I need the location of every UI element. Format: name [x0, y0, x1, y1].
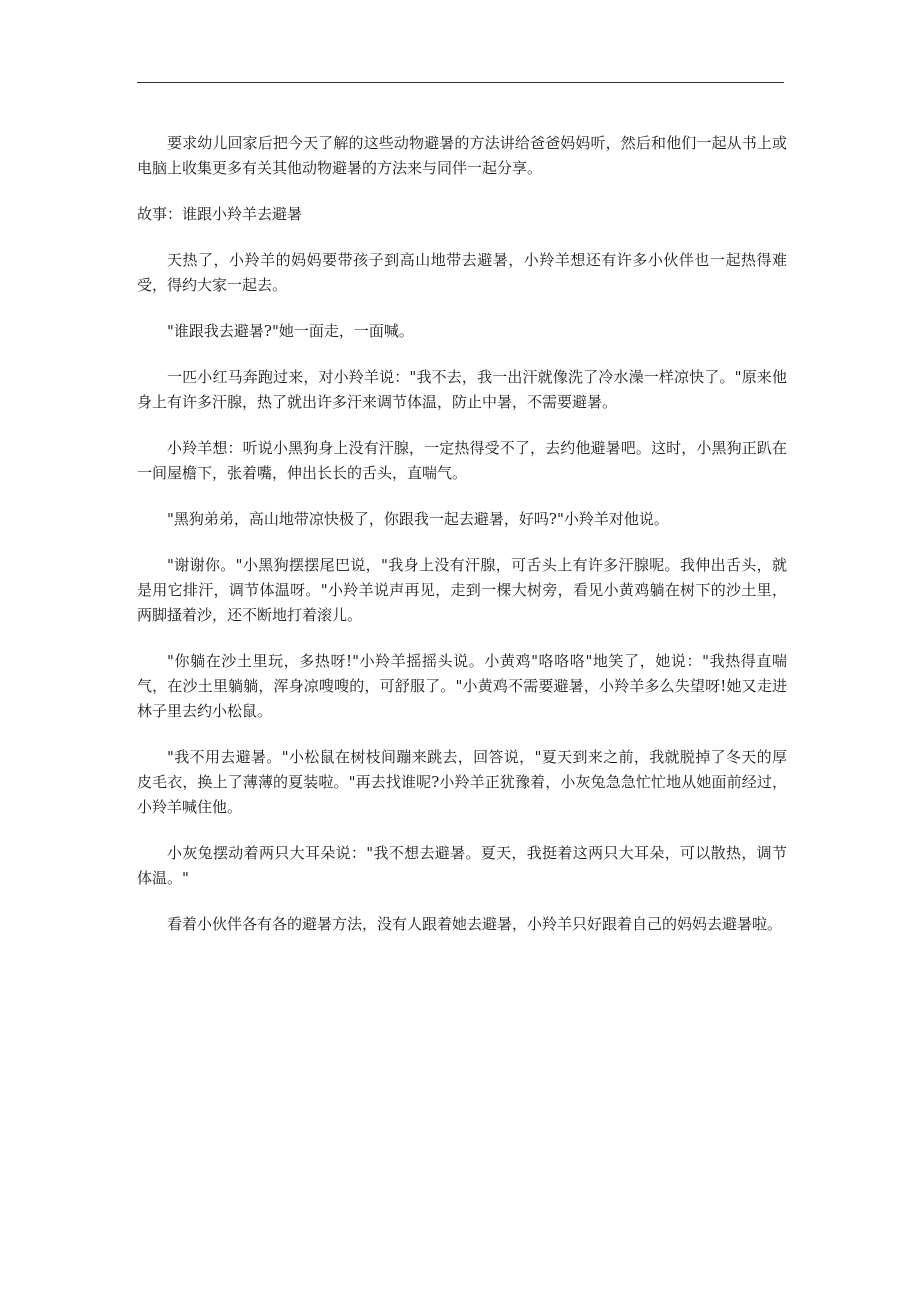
story-paragraph: "我不用去避暑。"小松鼠在树枝间蹦来跳去，回答说，"夏天到来之前，我就脱掉了冬天的厚皮毛衣，换上了薄薄的夏装啦。"再去找谁呢?小羚羊正犹豫着，小灰兔急急忙忙地从她面前经过，小羚羊喊住他。 [137, 748, 787, 816]
story-paragraph: 看着小伙伴各有各的避暑方法，没有人跟着她去避暑，小羚羊只好跟着自己的妈妈去避暑啦。 [167, 915, 783, 933]
story-paragraph: 小灰兔摆动着两只大耳朵说："我不想去避暑。夏天，我挺着这两只大耳朵，可以散热，调节体温。" [137, 844, 787, 887]
story-paragraph: "你躺在沙土里玩，多热呀!"小羚羊摇摇头说。小黄鸡"咯咯咯"地笑了，她说："我热得直喘气，在沙土里躺躺，浑身凉嗖嗖的，可舒服了。"小黄鸡不需要避暑，小羚羊多么失望呀!她又走进林子里去约小松鼠。 [137, 652, 787, 720]
story-paragraph: 天热了，小羚羊的妈妈要带孩子到高山地带去避暑，小羚羊想还有许多小伙伴也一起热得难受，得约大家一起去。 [137, 251, 787, 294]
intro-paragraph: 要求幼儿回家后把今天了解的这些动物避暑的方法讲给爸爸妈妈听，然后和他们一起从书上或电脑上收集更多有关其他动物避暑的方法来与同伴一起分享。 [137, 134, 787, 177]
document-body [137, 131, 787, 958]
story-paragraph: "黑狗弟弟，高山地带凉快极了，你跟我一起去避暑，好吗?"小羚羊对他说。 [167, 510, 669, 528]
story-paragraph: 一匹小红马奔跑过来，对小羚羊说："我不去，我一出汗就像洗了冷水澡一样凉快了。"原来他身上有许多汗腺，热了就出许多汗来调节体温，防止中暑，不需要避暑。 [137, 368, 787, 411]
header-rule [137, 82, 784, 83]
story-paragraph: "谁跟我去避暑?"她一面走，一面喊。 [167, 322, 414, 340]
story-title: 故事：谁跟小羚羊去避暑 [137, 205, 303, 223]
story-paragraph: 小羚羊想：听说小黑狗身上没有汗腺，一定热得受不了，去约他避暑吧。这时，小黑狗正趴在一间屋檐下，张着嘴，伸出长长的舌头，直喘气。 [137, 439, 787, 482]
story-paragraph: "谢谢你。"小黑狗摆摆尾巴说，"我身上没有汗腺，可舌头上有许多汗腺呢。我伸出舌头，就是用它排汗，调节体温呀。"小羚羊说声再见，走到一棵大树旁，看见小黄鸡躺在树下的沙土里，两脚搔着沙，还不断地打着滚儿。 [137, 556, 787, 624]
